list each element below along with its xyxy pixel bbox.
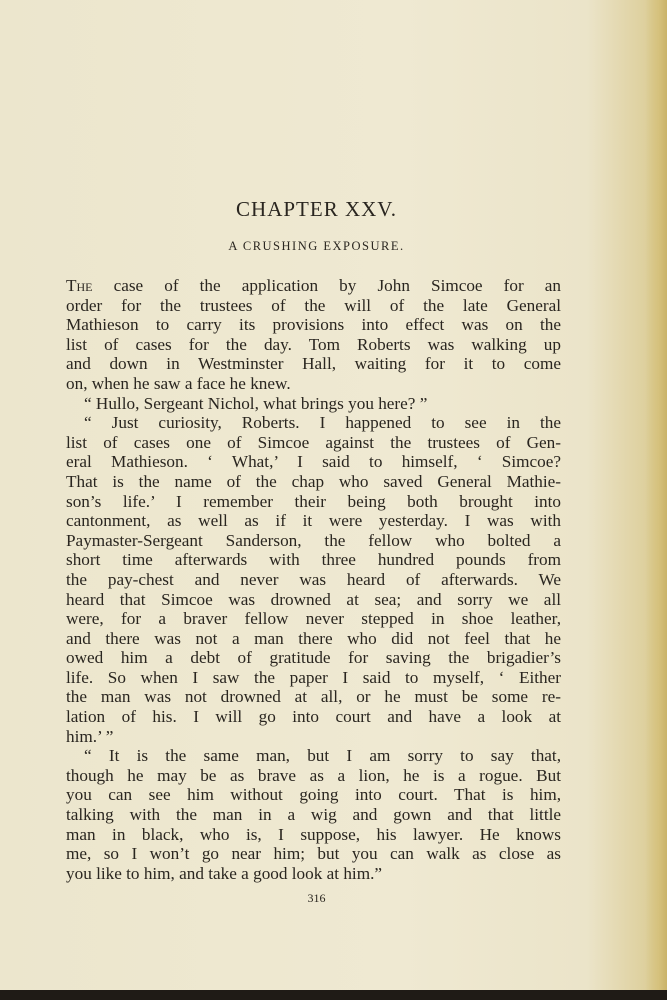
text-line: short time afterwards with three hundred pounds from — [66, 550, 561, 570]
opening-word: The — [66, 276, 93, 295]
text-line: you like to him, and take a good look at him.” — [66, 863, 382, 883]
text-line: Paymaster-Sergeant Sanderson, the fellow who bolted a — [66, 530, 561, 550]
text-line: were, for a braver fellow never stepped in shoe leather, — [66, 609, 561, 629]
text-line: cantonment, as well as if it were yesterday. I was with — [66, 511, 561, 531]
text-line: you can see him without going into court. That is him, — [66, 785, 561, 805]
text-line: son’s life.’ I remember their being both brought into — [66, 491, 561, 511]
text-line: list of cases for the day. Tom Roberts was walking up — [66, 334, 561, 354]
text-line: on, when he saw a face he knew. — [66, 373, 291, 393]
text-line: man in black, who is, I suppose, his lawyer. He knows — [66, 824, 561, 844]
text-line: “ It is the same man, but I am sorry to say that, — [84, 746, 561, 766]
text-line: lation of his. I will go into court and have a look at — [66, 707, 561, 727]
chapter-title: CHAPTER XXV. — [236, 197, 397, 221]
page-number: 316 — [307, 891, 326, 905]
text-line: That is the name of the chap who saved General Mathie- — [66, 471, 561, 491]
text-line: eral Mathieson. ‘ What,’ I said to himself, ‘ Simcoe? — [66, 452, 561, 472]
text-line: “ Hullo, Sergeant Nichol, what brings you here? ” — [84, 393, 428, 413]
text-line: life. So when I saw the paper I said to myself, ‘ Either — [66, 667, 561, 687]
chapter-subtitle: A CRUSHING EXPOSURE. — [228, 239, 405, 253]
text-line: though he may be as brave as a lion, he is a rogue. But — [66, 765, 561, 785]
text-line: “ Just curiosity, Roberts. I happened to see in the — [84, 413, 561, 433]
text-line: owed him a debt of gratitude for saving the brigadier’s — [66, 648, 561, 668]
text-line: and there was not a man there who did not feel that he — [66, 628, 561, 648]
text-line: heard that Simcoe was drowned at sea; and sorry we all — [66, 589, 561, 609]
page-bottom-border — [0, 990, 667, 1000]
text-line: list of cases one of Simcoe against the trustees of Gen- — [66, 432, 561, 452]
text-line: The case of the application by John Simcoe for an — [66, 276, 561, 295]
text-line: me, so I won’t go near him; but you can walk as close as — [66, 844, 561, 864]
page-edge-shadow — [645, 0, 667, 1000]
body-text — [66, 276, 561, 883]
text-line: Mathieson to carry its provisions into effect was on the — [66, 315, 561, 335]
text-line: him.’ ” — [66, 726, 114, 746]
text-line: the man was not drowned at all, or he must be some re- — [66, 687, 561, 707]
text-line: and down in Westminster Hall, waiting for it to come — [66, 354, 561, 374]
text-line: order for the trustees of the will of the late General — [66, 295, 561, 315]
text-line: talking with the man in a wig and gown and that little — [66, 805, 561, 825]
text-line: the pay-chest and never was heard of afterwards. We — [66, 569, 561, 589]
